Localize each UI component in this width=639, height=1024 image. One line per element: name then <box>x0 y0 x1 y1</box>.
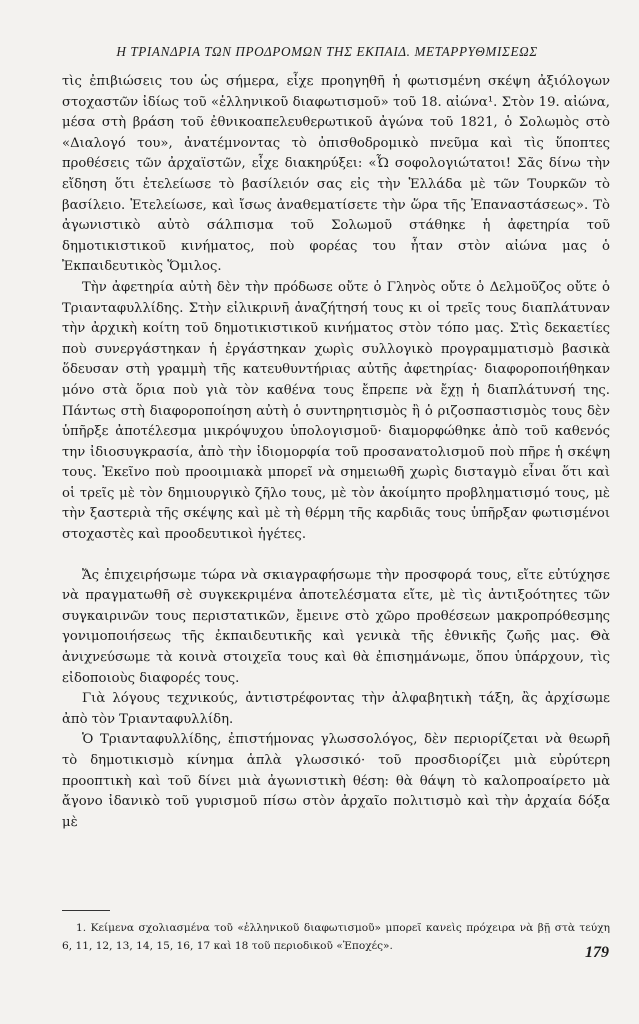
footnote: 1. Κείμενα σχολιασμένα τοῦ «ἑλληνικοῦ διαφωτισμοῦ» μπορεῖ κανεὶς πρόχειρα νὰ βῇ στὰ τεύχη 6, 11, 12, 13, 14, 15, 16, 17 καὶ 18 τοῦ περιοδικοῦ «Ἐποχές». <box>62 922 610 952</box>
running-header: Η ΤΡΙΑΝΔΡΙΑ ΤΩΝ ΠΡΟΔΡΟΜΩΝ ΤΗΣ ΕΚΠΑΙΔ. ΜΕΤΑΡΡΥΘΜΙΣΕΩΣ <box>116 44 538 59</box>
paragraph: Ἄς ἐπιχειρήσωμε τώρα νὰ σκιαγραφήσωμε τὴν προσφορά τους, εἴτε εὐτύχησε νὰ πραγματωθῆ σὲ συγκεκριμένα ἀποτελέσματα εἴτε, μὲ τὶς ἀντιξοότητες τῶν συγκαιρινῶν τους περιστατικῶν, ἔμεινε στὸ χῶρο προθέσεων μακροπρόθεσμης γονιμοποιήσεως τῆς ἐκπαιδευτικῆς καὶ γενικὰ τῆς ἐθνικῆς ζωῆς μας. Θὰ ἀνιχνεύσωμε τὰ κοινὰ στοιχεῖα τους καὶ θὰ ἐπισημάνωμε, ὅπου ὑπάρχουν, τὶς εἰδοποιοὺς διαφορές τους. <box>62 567 610 686</box>
paragraph: τὶς ἐπιβιώσεις του ὡς σήμερα, εἶχε προηγηθῆ ἡ φωτισμένη σκέψη ἀξιόλογων στοχαστῶν ἰδίως τοῦ «ἑλληνικοῦ διαφωτισμοῦ» τοῦ 18. αἰώνα¹. Στὸν 19. αἰώνα, μέσα στὴ βράση τοῦ ἐθνικοαπελευθερωτικοῦ ἀγώνα τοῦ 1821, ὁ Σολωμὸς στὸ «Διαλογό του», ἀνατέμνοντας τὸ ὀπισθοδρομικὸ πνεῦμα καὶ τὶς ὕποπτες προθέσεις τῶν ἀρχαϊστῶν, εἶχε διακηρύξει: «Ὦ σοφολογιώτατοι! Σᾶς δίνω τὴν εἴδηση ὅτι ἐτελείωσε τὸ βασίλειόν σας εἰς τὴν Ἑλλάδα μὲ τῶν Τουρκῶν τὸ βασίλειο. Ἐτελείωσε, καὶ ἴσως ἀναθεματίσετε τὴν ὥρα τῆς Ἐπαναστάσεως». Τὸ ἀγωνιστικὸ αὐτὸ σάλπισμα τοῦ Σολωμοῦ στάθηκε ἡ ἀφετηρία τοῦ δημοτικιστικοῦ κινήματος, ποὺ φορέας του ἦταν στὸν αἰώνα μας ὁ Ἐκπαιδευτικὸς Ὅμιλος. <box>62 74 610 275</box>
page-number: 179 <box>585 944 609 961</box>
body-text <box>62 72 610 833</box>
footnote-separator <box>62 910 110 911</box>
paragraph: Γιὰ λόγους τεχνικούς, ἀντιστρέφοντας τὴν ἀλφαβητικὴ τάξη, ἂς ἀρχίσωμε ἀπὸ τὸν Τριανταφυλλίδη. <box>62 691 610 727</box>
paragraph: Τὴν ἀφετηρία αὐτὴ δὲν τὴν πρόδωσε οὔτε ὁ Γληνὸς οὔτε ὁ Δελμοῦζος οὔτε ὁ Τριανταφυλλίδης. Στὴν εἰλικρινῆ ἀναζήτησή τους κι οἱ τρεῖς τους διαπλάτυναν τὴν ἀρχικὴ κοίτη τοῦ δημοτικιστικοῦ κινήματος στὸν τόπο μας. Στὶς δεκαετίες ποὺ συνεργάστηκαν ἡ ἐργάστηκαν χωρὶς συλλογικὸ προγραμματισμὸ βασικὰ ὅδευσαν στὴ γραμμὴ τῆς κατευθυντήριας αὐτῆς ἀφετηρίας· διαφοροποιήθηκαν μόνο στὰ ὅρια ποὺ γιὰ τὸν καθένα τους ἔπρεπε νὰ ἔχῃ ἡ διαπλάτυνσή της. Πάντως στὴ διαφοροποίηση αὐτὴ ὁ συντηρητισμὸς ἢ ὁ ριζοσπαστισμὸς τους δὲν ὑπῆρξε ἀποτέλεσμα μικρόψυχου ὑπολογισμοῦ· διαμορφώθηκε ἀπὸ τοῦ καθενός την ἰδιοσυγκρασία, ἀπὸ τὴν ἰδιομορφία τοῦ προσανατολισμοῦ ποὺ πῆρε ἡ σκέψη τους. Ἐκεῖνο ποὺ προοιμιακὰ μπορεῖ νὰ σημειωθῆ χωρὶς δισταγμὸ εἶναι ὅτι καὶ οἱ τρεῖς μὲ τὸν δημιουργικὸ ζῆλο τους, μὲ τὸν ἀκοίμητο προβληματισμό τους, μὲ τὴν ξαστεριὰ τῆς σκέψης καὶ μὲ τὴ θέρμη τῆς καρδιᾶς τους ὑπῆρξαν φωτισμένοι στοχαστὲς καὶ προοδευτικοὶ ἡγέτες. <box>62 279 610 543</box>
paragraph: Ὁ Τριανταφυλλίδης, ἐπιστήμονας γλωσσολόγος, δὲν περιορίζεται νὰ θεωρῆ τὸ δημοτικισμὸ κίνημα ἁπλὰ γλωσσικό· τοῦ προσδιορίζει μιὰ εὐρύτερη προοπτικὴ καὶ τοῦ δίνει μιὰ ἀγωνιστικὴ θέση: θὰ θάψη τὸ καλοπροαίρετο μὰ ἄγονο ἰδανικὸ τοῦ γυρισμοῦ πίσω στὸν ἀρχαῖο πολιτισμὸ καὶ τὴν ἀρχαία δόξα μὲ <box>62 732 610 830</box>
